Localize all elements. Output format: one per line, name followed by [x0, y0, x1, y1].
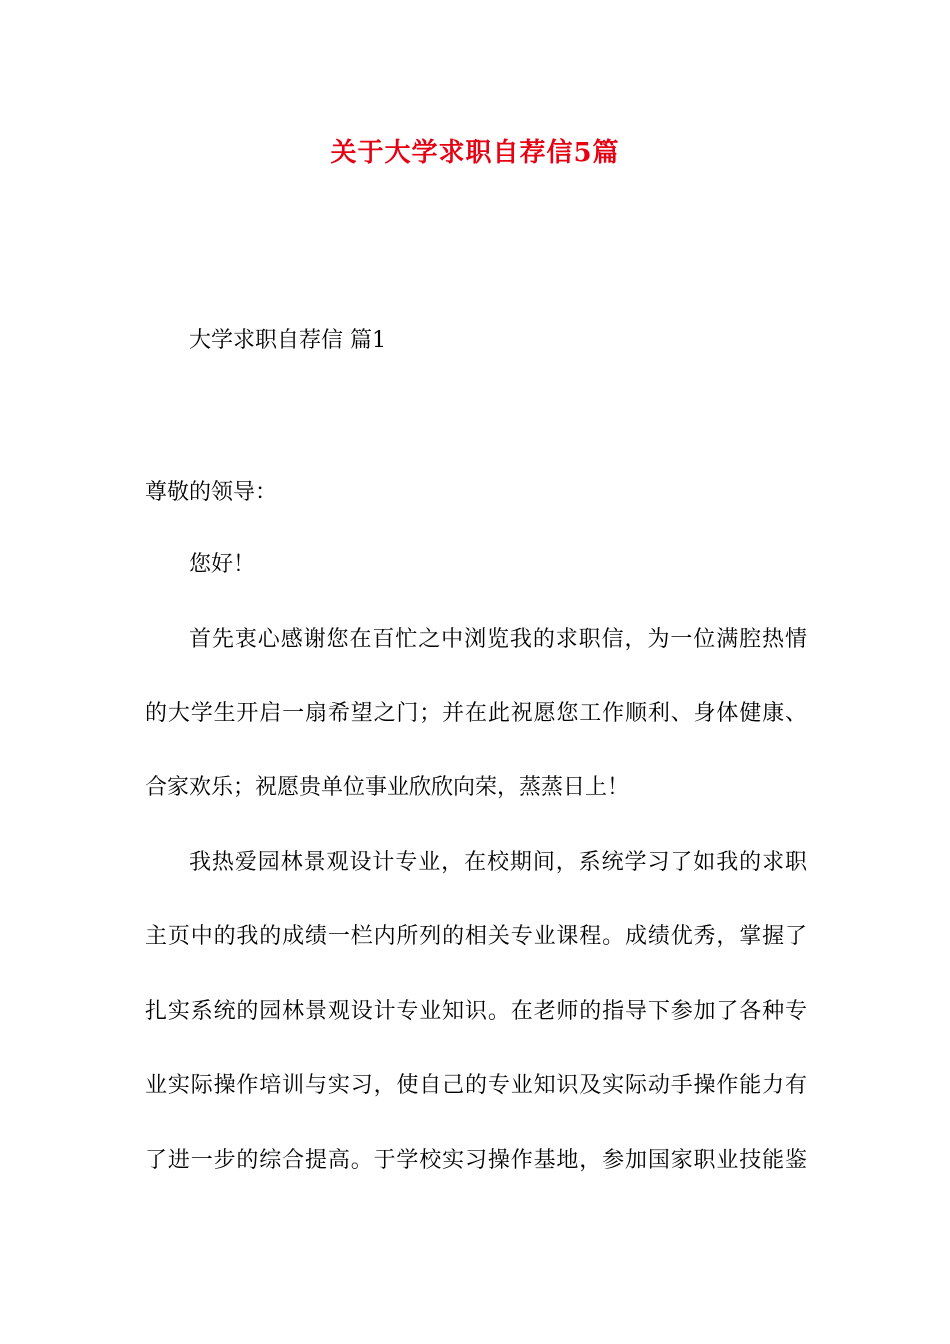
section-heading: 大学求职自荐信 篇1: [189, 328, 386, 353]
paragraph-2-line-1: 我热爱园林景观设计专业，在校期间，系统学习了如我的求职: [189, 850, 807, 875]
document-title: 关于大学求职自荐信5篇: [330, 138, 620, 168]
paragraph-2-line-4: 业实际操作培训与实习，使自己的专业知识及实际动手操作能力有: [145, 1073, 807, 1098]
paragraph-1-line-2: 的大学生开启一扇希望之门；并在此祝愿您工作顺利、身体健康、: [145, 701, 807, 726]
paragraph-1-line-1: 首先衷心感谢您在百忙之中浏览我的求职信，为一位满腔热情: [189, 627, 807, 652]
paragraph-2-line-2: 主页中的我的成绩一栏内所列的相关专业课程。成绩优秀，掌握了: [145, 924, 807, 949]
greeting: 您好！: [189, 552, 256, 577]
paragraph-2-line-3: 扎实系统的园林景观设计专业知识。在老师的指导下参加了各种专: [145, 999, 807, 1024]
paragraph-1-line-3: 合家欢乐；祝愿贵单位事业欣欣向荣，蒸蒸日上！: [145, 775, 630, 800]
salutation: 尊敬的领导：: [145, 480, 278, 505]
paragraph-2-line-5: 了进一步的综合提高。于学校实习操作基地，参加国家职业技能鉴: [145, 1148, 807, 1173]
